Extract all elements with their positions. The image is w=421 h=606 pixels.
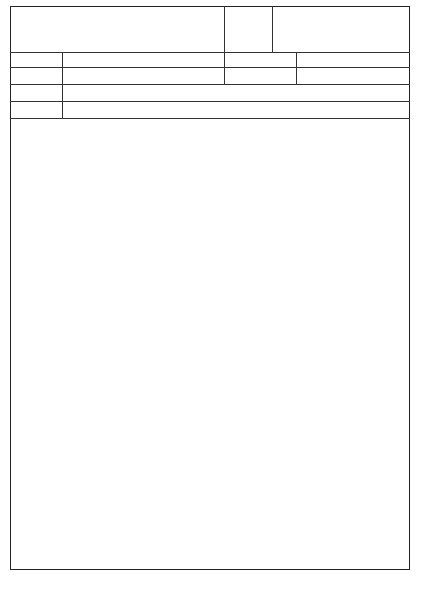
divider bbox=[10, 84, 410, 85]
divider bbox=[224, 6, 225, 52]
divider bbox=[224, 52, 225, 84]
form-frame bbox=[10, 6, 410, 570]
divider bbox=[62, 52, 63, 118]
divider bbox=[10, 101, 410, 102]
divider bbox=[10, 118, 410, 119]
divider bbox=[10, 52, 410, 53]
divider bbox=[272, 6, 273, 52]
divider bbox=[296, 52, 297, 84]
divider bbox=[10, 67, 410, 68]
